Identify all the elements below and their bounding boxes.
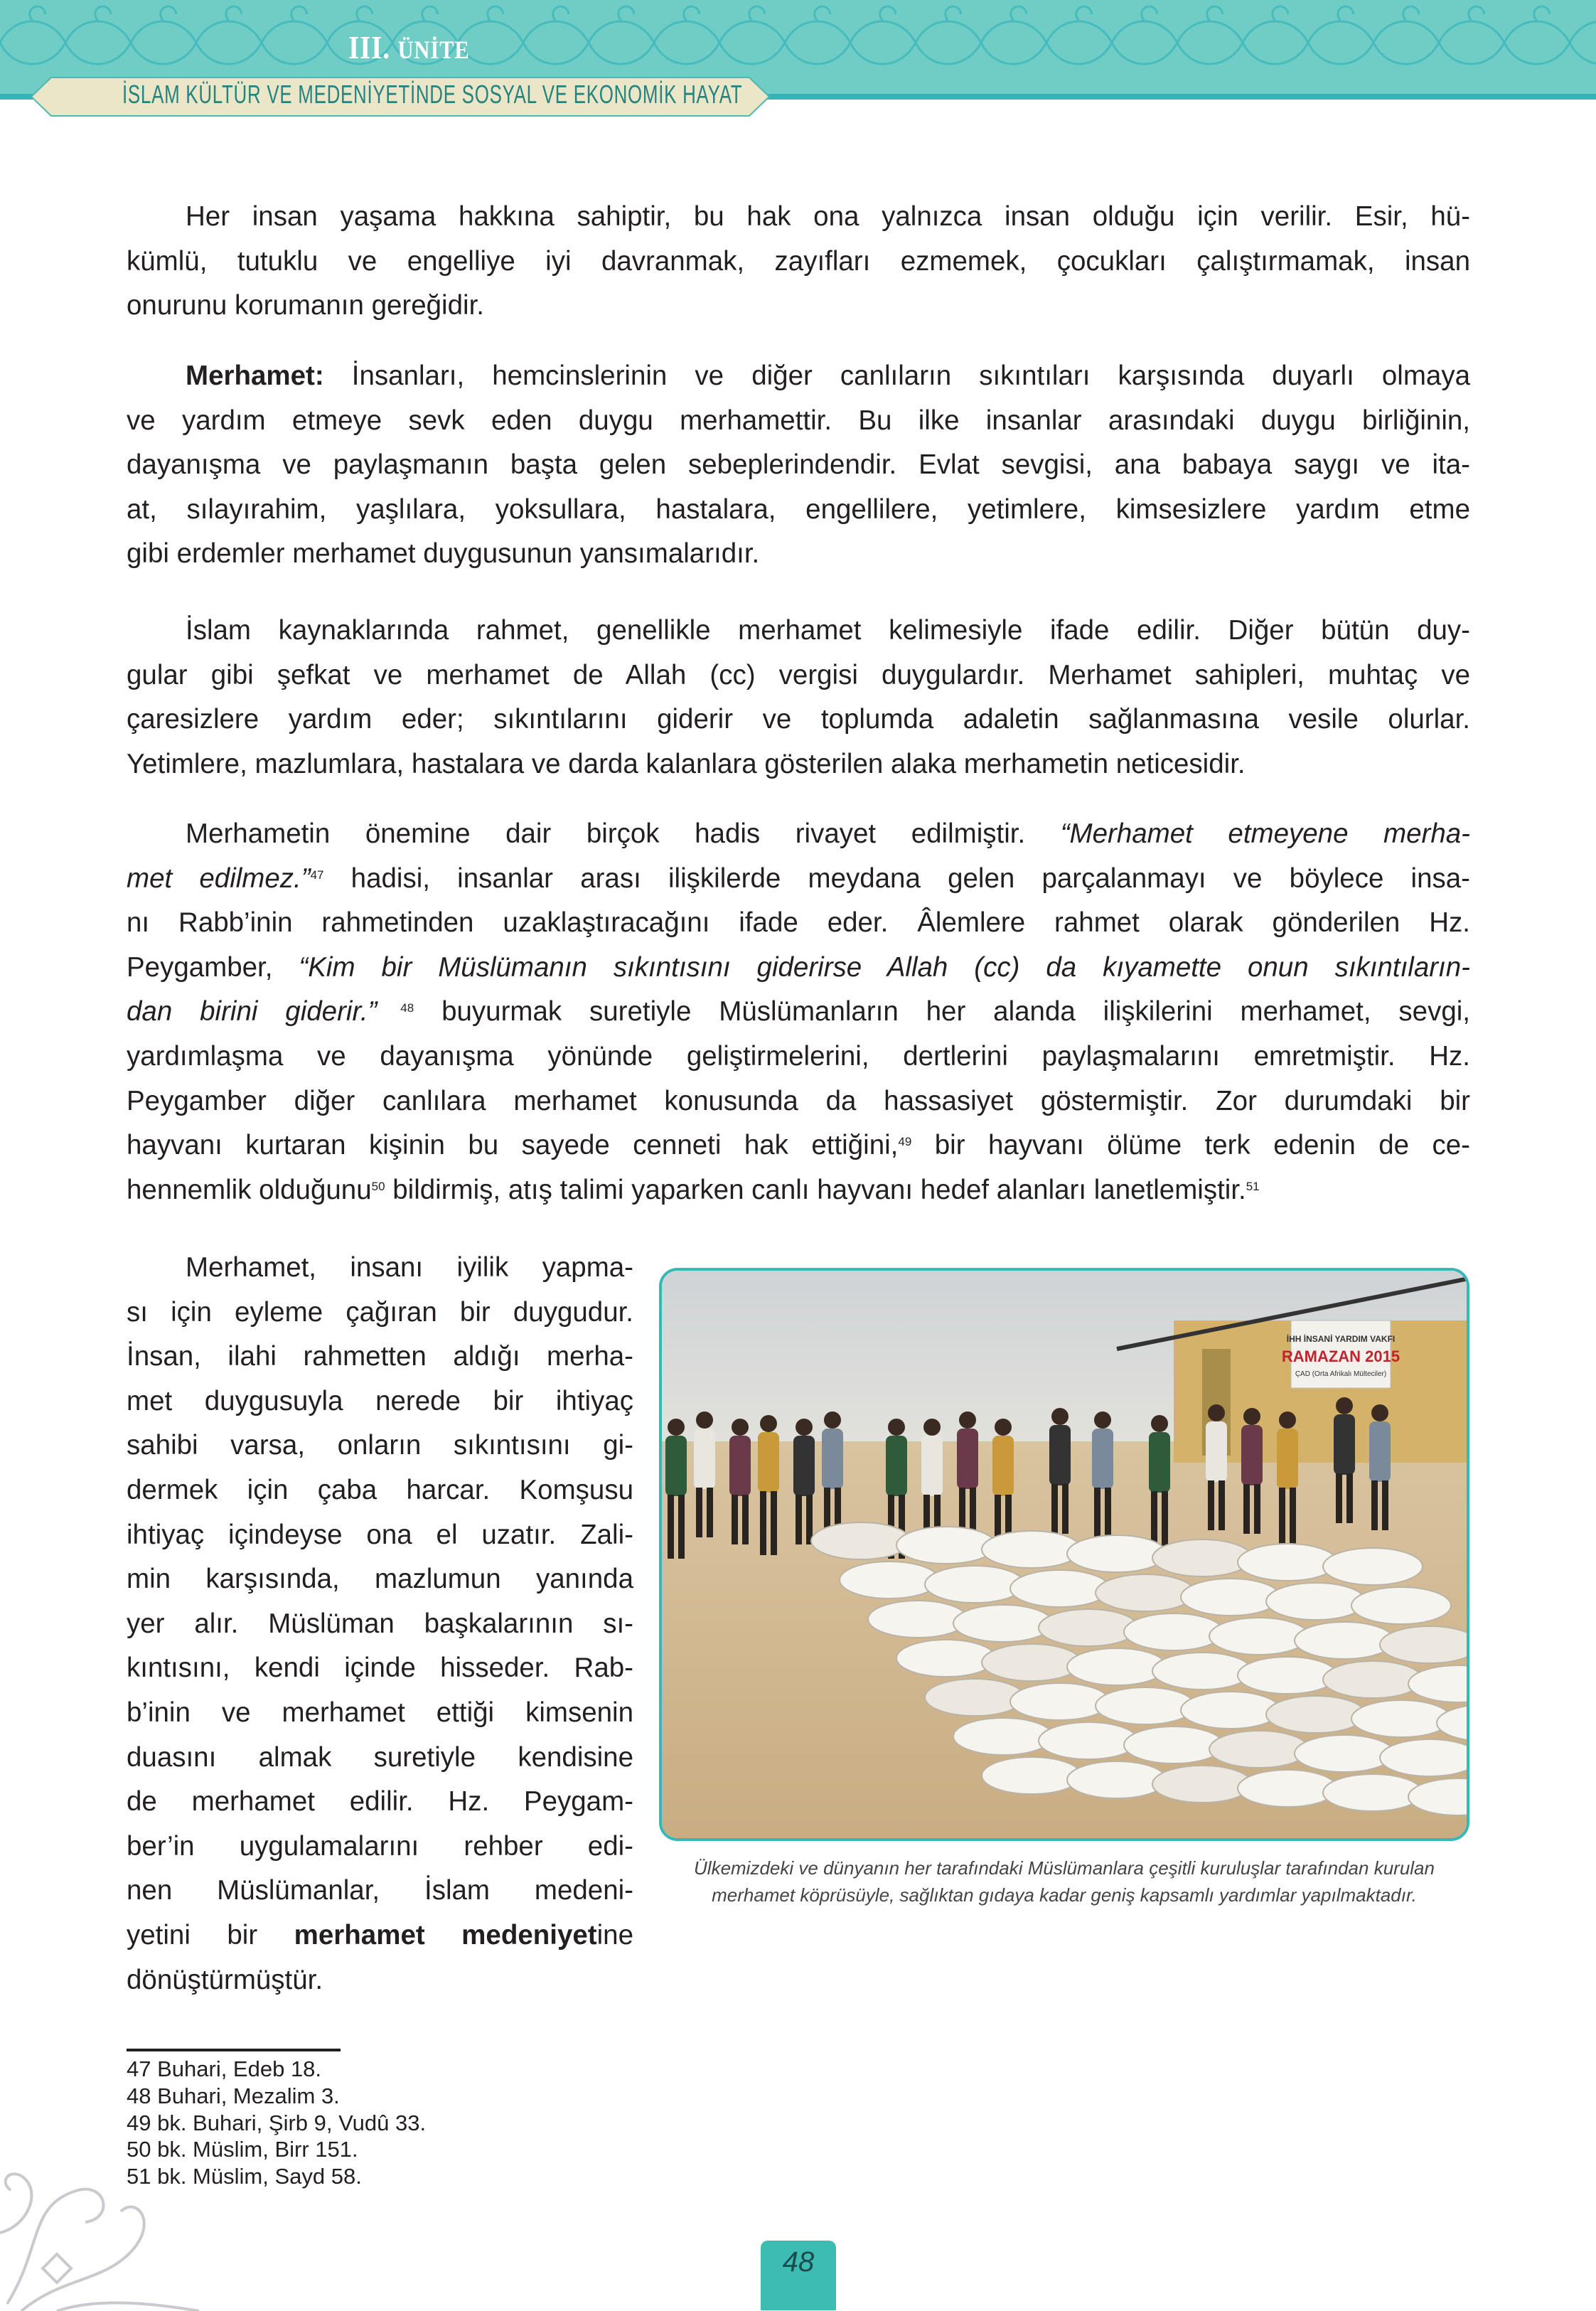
text-line xyxy=(127,1168,1470,1213)
sack xyxy=(925,1679,1024,1716)
text-line xyxy=(127,240,1470,284)
text-line xyxy=(127,857,1470,902)
text-run: sı için eyleme çağıran bir duygudur. xyxy=(127,1296,633,1328)
text-run: İnsan, ilahi rahmetten aldığı merha- xyxy=(127,1341,633,1372)
sack xyxy=(1152,1766,1252,1803)
text-line xyxy=(127,1335,633,1379)
text-line xyxy=(127,399,1470,444)
text-run: ber’in uygulamalarını rehber edi- xyxy=(127,1830,633,1862)
sack xyxy=(953,1605,1053,1642)
text-run: gibi erdemler merhamet duygusunun yansımalarıdır. xyxy=(127,538,760,570)
paragraph-5 xyxy=(127,1246,633,2002)
text-line xyxy=(127,1079,1470,1124)
sack xyxy=(1181,1692,1280,1729)
text-run: nı Rabb’inin rahmetinden uzaklaştıracağını ifade eder. Âlemlere rahmet olarak gönderilen Hz. xyxy=(127,907,1470,939)
text-run: yer alır. Müslüman başkalarının sı- xyxy=(127,1608,633,1639)
text-line xyxy=(127,742,1470,787)
text-run: b’inin ve merhamet ettiği kimsenin xyxy=(127,1697,633,1728)
footnote: 48 Buhari, Mezalim 3. xyxy=(127,2083,340,2108)
sack xyxy=(1039,1609,1138,1646)
bold-term: merhamet medeniyet xyxy=(294,1919,597,1950)
text-run: kıntısını, kendi içinde hisseder. Rab- xyxy=(127,1653,633,1684)
text-run: onurunu korumanın gereğidir. xyxy=(127,290,484,321)
aid-distribution-photo xyxy=(659,1268,1469,1841)
text-line xyxy=(127,698,1470,742)
text-line xyxy=(127,354,1470,399)
sack xyxy=(1096,1574,1195,1611)
text-run: sahibi varsa, onların sıkıntısını gi- xyxy=(127,1430,633,1461)
text-line xyxy=(127,1691,633,1736)
sack xyxy=(896,1527,996,1564)
sack xyxy=(1295,1622,1394,1659)
sack xyxy=(1323,1774,1423,1811)
sack xyxy=(1295,1735,1394,1772)
text-run: bir hayvanı ölüme terk edenin de ce- xyxy=(911,1130,1471,1161)
footnote: 51 bk. Müslim, Sayd 58. xyxy=(127,2164,362,2189)
sack xyxy=(1010,1683,1110,1720)
text-run: Merhamet, insanı iyilik yapma- xyxy=(186,1252,633,1283)
text-run: bildirmiş, atış talimi yaparken canlı hayvanı hedef alanları lanetlemiştir. xyxy=(385,1174,1246,1205)
text-line xyxy=(127,653,1470,698)
unit-subtitle: İSLAM KÜLTÜR VE MEDENİYETİNDE SOSYAL VE EKONOMİK HAYAT xyxy=(122,80,743,109)
text-line xyxy=(127,1780,633,1825)
text-run: Yetimlere, mazlumlara, hastalara ve darda kalanlara gösterilen alaka merhametin neticesidir. xyxy=(127,748,1246,779)
sack xyxy=(1323,1661,1423,1698)
paragraph-4 xyxy=(127,812,1470,1212)
footnote-ref: 48 xyxy=(377,1001,414,1015)
unit-number: III. xyxy=(348,29,390,65)
sack xyxy=(982,1757,1081,1794)
text-line xyxy=(127,1825,633,1869)
sack xyxy=(896,1640,996,1677)
text-run: yetini bir xyxy=(127,1919,294,1950)
text-run: İslam kaynaklarında rahmet, genellikle merhamet kelimesiyle ifade edilir. Diğer bütün duy- xyxy=(186,615,1470,646)
sack xyxy=(811,1522,911,1559)
sack xyxy=(1351,1587,1451,1624)
footnote: 50 bk. Müslim, Birr 151. xyxy=(127,2137,358,2162)
footnote-ref: 49 xyxy=(898,1135,912,1149)
text-line xyxy=(127,901,1470,946)
text-run: Peygamber, xyxy=(127,951,299,983)
sack xyxy=(1209,1731,1309,1768)
text-run: Her insan yaşama hakkına sahiptir, bu hak ona yalnızca insan olduğu için verilir. Esir, hü- xyxy=(186,201,1470,232)
sack xyxy=(1266,1583,1366,1620)
sack xyxy=(1152,1539,1252,1576)
sack xyxy=(1067,1535,1167,1572)
text-line xyxy=(127,946,1470,991)
sack xyxy=(1010,1570,1110,1607)
text-line xyxy=(127,1958,633,2003)
sack xyxy=(1096,1687,1195,1724)
text-line xyxy=(127,532,1470,577)
sack xyxy=(1380,1626,1469,1663)
text-run: çaresizlere yardım eder; sıkıntılarını giderir ve toplumda adaletin sağlanmasına vesile olurlar. xyxy=(127,704,1470,735)
sack xyxy=(982,1644,1081,1681)
sack xyxy=(925,1566,1024,1603)
text-line xyxy=(127,1914,633,1958)
text-run: ve yardım etmeye sevk eden duygu merhamettir. Bu ilke insanlar arasındaki duygu birliğinin, xyxy=(127,405,1470,436)
text-line xyxy=(127,195,1470,240)
footnote-ref: 50 xyxy=(371,1179,385,1193)
sack xyxy=(982,1531,1081,1568)
text-run: Merhametin önemine dair birçok hadis rivayet edilmiştir. xyxy=(186,818,1061,849)
sack xyxy=(868,1601,968,1638)
text-run: hennemlik olduğunu xyxy=(127,1174,372,1205)
footnote-ref: 51 xyxy=(1246,1179,1260,1193)
text-line xyxy=(127,1513,633,1558)
paragraph-1 xyxy=(127,195,1470,329)
text-line xyxy=(127,1736,633,1781)
sign-title-text: RAMAZAN 2015 xyxy=(1281,1347,1400,1365)
paragraph-2 xyxy=(127,354,1470,577)
sack xyxy=(1152,1653,1252,1690)
footnote: 49 bk. Buhari, Şirb 9, Vudû 33. xyxy=(127,2110,427,2135)
footnote-ref: 47 xyxy=(310,868,324,882)
bold-term: Merhamet: xyxy=(186,361,324,391)
floral-ornament-icon xyxy=(0,2105,213,2311)
sack xyxy=(1351,1700,1451,1737)
hadith-quote: dan birini giderir.” xyxy=(127,996,377,1028)
sack xyxy=(1323,1548,1423,1585)
text-line xyxy=(127,1246,633,1291)
text-run: Peygamber diğer canlılara merhamet konusunda da hassasiyet göstermiştir. Zor durumdaki bir xyxy=(127,1085,1470,1116)
hadith-quote: “Merhamet etmeyene merha- xyxy=(1060,818,1471,849)
sack xyxy=(1181,1579,1280,1616)
unit-label: ÜNİTE xyxy=(397,36,470,64)
photo-caption xyxy=(659,1854,1469,1909)
sack xyxy=(1238,1770,1337,1807)
text-line xyxy=(127,990,1470,1035)
text-run: yardımlaşma ve dayanışma yönünde geliştirmelerini, dertlerini paylaşmalarını emretmiştir. Hz. xyxy=(127,1040,1470,1072)
sack xyxy=(840,1562,939,1599)
unit-title xyxy=(348,28,470,66)
text-run: İnsanları, hemcinslerinin ve diğer canlıların sıkıntıları karşısında duyarlı olmaya xyxy=(323,361,1470,391)
text-run: ihtiyaç içindeyse ona el uzatır. Zali- xyxy=(127,1519,633,1550)
text-line xyxy=(127,1291,633,1335)
text-line xyxy=(127,1869,633,1914)
text-line xyxy=(127,1124,1470,1168)
sack xyxy=(1124,1726,1223,1763)
sack xyxy=(1238,1544,1337,1581)
sack xyxy=(1067,1648,1167,1685)
sack xyxy=(953,1718,1053,1755)
text-line xyxy=(127,488,1470,533)
text-run: hadisi, insanlar arası ilişkilerde meydana gelen parçalanmayı ve böylece insa- xyxy=(323,863,1470,894)
text-line xyxy=(127,284,1470,329)
caption-line: Ülkemizdeki ve dünyanın her tarafındaki Müslümanlara çeşitli kuruluşlar tarafından kurulan xyxy=(694,1857,1435,1879)
text-run: buyurmak suretiyle Müslümanların her alanda ilişkilerini merhamet, sevgi, xyxy=(414,996,1471,1028)
sack xyxy=(1067,1761,1167,1798)
footnote: 47 Buhari, Edeb 18. xyxy=(127,2056,322,2081)
sack xyxy=(1238,1657,1337,1694)
text-run: kümlü, tutuklu ve engelliye iyi davranmak, zayıfları ezmemek, çocukları çalıştırmamak, insan xyxy=(127,245,1470,277)
text-run: gular gibi şefkat ve merhamet de Allah (cc) vergisi duygulardır. Merhamet sahipleri, muhtaç ve xyxy=(127,659,1470,690)
text-run: duasını almak suretiyle kendisine xyxy=(127,1741,633,1773)
hadith-quote: met edilmez.” xyxy=(127,863,311,894)
sack xyxy=(1380,1739,1469,1776)
text-run: hayvanı kurtaran kişinin bu sayede cenneti hak ettiğini, xyxy=(127,1130,899,1161)
text-line xyxy=(127,1557,633,1602)
text-line xyxy=(127,1424,633,1468)
text-run: ine xyxy=(596,1919,633,1950)
hadith-quote: “Kim bir Müslümanın sıkıntısını giderirse Allah (cc) da kıyamette onun sıkıntıların- xyxy=(299,951,1470,983)
sack xyxy=(1039,1722,1138,1759)
sack xyxy=(1124,1613,1223,1650)
text-run: dayanışma ve paylaşmanın başta gelen sebeplerindendir. Evlat sevgisi, ana babaya saygı ve ita- xyxy=(127,449,1470,481)
sack xyxy=(1209,1618,1309,1655)
text-run: min karşısında, mazlumun yanında xyxy=(127,1564,633,1595)
text-line xyxy=(127,443,1470,488)
text-run: met duygusuyla nerede bir ihtiyaç xyxy=(127,1385,633,1416)
caption-line: merhamet köprüsüyle, sağlıktan gıdaya kadar geniş kapsamlı yardımlar yapılmaktadır. xyxy=(712,1884,1417,1906)
text-line xyxy=(127,1035,1470,1079)
text-run: dönüştürmüştür. xyxy=(127,1964,323,1995)
text-line xyxy=(127,812,1470,857)
text-line xyxy=(127,609,1470,653)
sign-org-text: İHH İNSANİ YARDIM VAKFI xyxy=(1286,1334,1396,1344)
text-run: at, sılayırahim, yaşlılara, yoksullara, hastalara, engellilere, yetimlere, kimsesizlere yardım etme xyxy=(127,493,1470,525)
text-line xyxy=(127,1379,633,1424)
page-number: 48 xyxy=(761,2241,836,2310)
text-line xyxy=(127,1468,633,1513)
text-run: de merhamet edilir. Hz. Peygam- xyxy=(127,1786,633,1818)
text-line xyxy=(127,1602,633,1647)
paragraph-3 xyxy=(127,609,1470,786)
sign-sub-text: ÇAD (Orta Afrikalı Mülteciler) xyxy=(1295,1370,1387,1378)
text-line xyxy=(127,1646,633,1691)
text-run: nen Müslümanlar, İslam medeni- xyxy=(127,1875,633,1906)
text-run: dermek için çaba harcar. Komşusu xyxy=(127,1474,633,1505)
footnote-divider xyxy=(127,2049,341,2051)
sack xyxy=(1266,1696,1366,1733)
